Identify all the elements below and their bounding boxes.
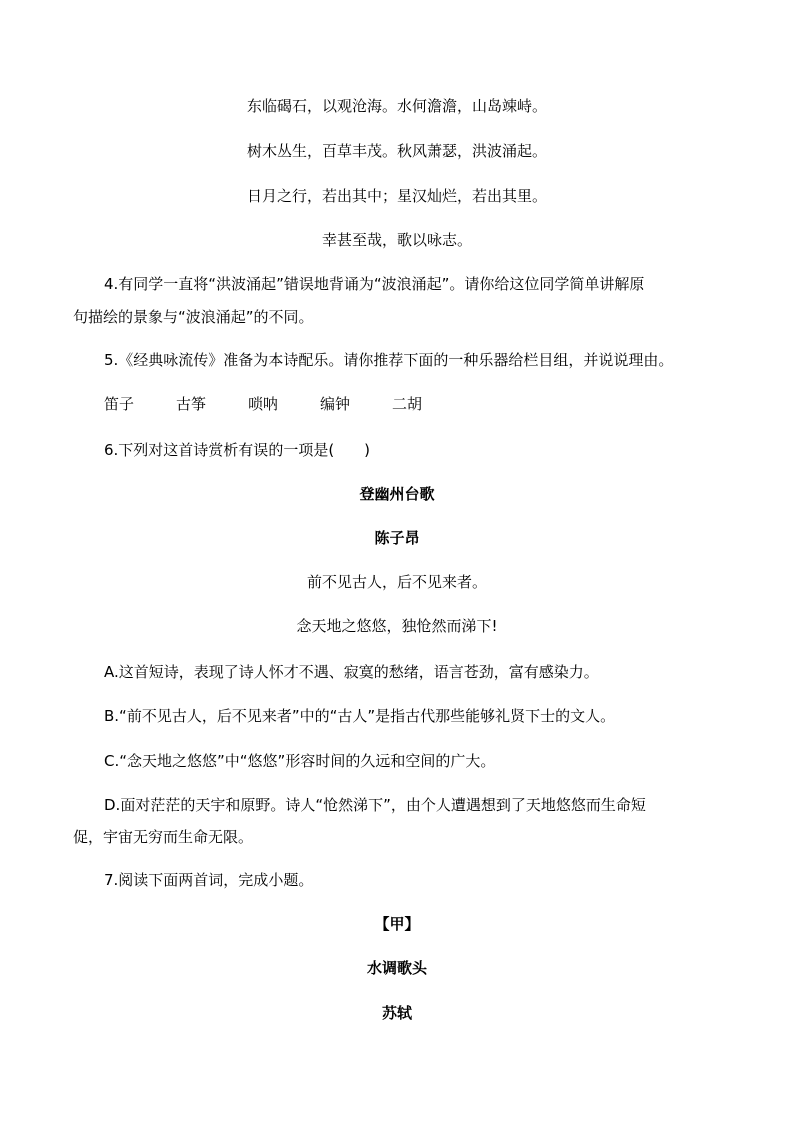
poem-line-4: 幸甚至哉，歌以咏志。 bbox=[321, 231, 472, 249]
poem-line-3: 日月之行，若出其中；星汉灿烂，若出其里。 bbox=[246, 187, 547, 205]
poem-line: 前不见古人，后不见来者。 bbox=[306, 573, 487, 591]
poem-title: 水调歌头 bbox=[366, 959, 427, 977]
option-b: B.“前不见古人，后不见来者”中的“古人”是指古代那些能够礼贤下士的文人。 bbox=[104, 707, 616, 725]
poem-line: 念天地之悠悠，独怆然而涕下! bbox=[296, 617, 498, 635]
section-label: 【甲】 bbox=[374, 915, 420, 933]
option-d-line-1: D.面对茫茫的天宇和原野。诗人“怆然涕下”，由个人遭遇想到了天地悠悠而生命短 bbox=[104, 796, 646, 814]
instrument-item: 笛子 bbox=[104, 395, 135, 413]
instrument-item: 古筝 bbox=[176, 395, 207, 413]
question-4-line-1: 4.有同学一直将“洪波涌起”错误地背诵为“波浪涌起”。请你给这位同学简单讲解原 bbox=[104, 275, 645, 293]
instrument-item: 二胡 bbox=[392, 395, 423, 413]
poem-line-1: 东临碣石，以观沧海。水何澹澹，山岛竦峙。 bbox=[246, 97, 547, 115]
instrument-list bbox=[104, 394, 704, 414]
option-a: A.这首短诗，表现了诗人怀才不遇、寂寞的愁绪，语言苍劲，富有感染力。 bbox=[104, 663, 599, 681]
instrument-item: 编钟 bbox=[320, 395, 351, 413]
question-5-text: 5.《经典咏流传》准备为本诗配乐。请你推荐下面的一种乐器给栏目组，并说说理由。 bbox=[104, 351, 674, 369]
question-4-line-2: 句描绘的景象与“波浪涌起”的不同。 bbox=[73, 308, 314, 326]
option-c: C.“念天地之悠悠”中“悠悠”形容时间的久远和空间的广大。 bbox=[104, 752, 496, 770]
poem-title: 登幽州台歌 bbox=[359, 485, 435, 503]
instrument-item: 唢呐 bbox=[248, 395, 279, 413]
question-7-text: 7.阅读下面两首词，完成小题。 bbox=[104, 871, 314, 889]
option-d-line-2: 促，宇宙无穷而生命无限。 bbox=[73, 828, 254, 846]
poem-author: 苏轼 bbox=[381, 1004, 412, 1022]
poem-author: 陈子昂 bbox=[374, 529, 420, 547]
question-6-text: 6.下列对这首诗赏析有误的一项是( ) bbox=[104, 441, 371, 459]
poem-line-2: 树木丛生，百草丰茂。秋风萧瑟，洪波涌起。 bbox=[246, 142, 547, 160]
